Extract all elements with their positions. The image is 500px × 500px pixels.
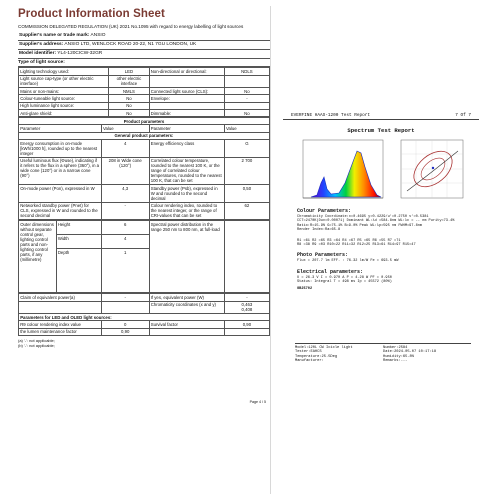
product-parameters-title: Product parameters — [19, 118, 270, 125]
param-header-cell: Value — [101, 125, 149, 132]
type-of-light-source-label: Type of light source: — [18, 59, 270, 67]
led-row-cell: the lumen maintenance factor — [19, 328, 102, 335]
supplier-name-value: ANSIO — [90, 33, 106, 39]
type-row-cell: - — [224, 95, 269, 102]
type-row-cell: NMLS — [109, 88, 149, 95]
outer-dimensions-label: Outer dimensions without separate control gear, lighting control parts and non-lighting control parts, if any (millimetre) — [19, 221, 57, 293]
type-row-cell: Light source cap-type (or other electric interface) — [19, 75, 109, 87]
general-row-cell: 0,50 — [224, 185, 269, 202]
light-source-type-table — [18, 67, 270, 117]
model-identifier-value: YL4-120CICW-32GR — [57, 51, 103, 57]
general-row-cell: 208 in Wide cone (120°) — [101, 157, 149, 185]
colour-line-2: CCT=2470K(Duv=0.00071) Dominant WL:λd =584.8nm WL:λc = -- nm Purity=73.4% — [297, 219, 455, 224]
model-identifier-label: Model identifier: — [19, 51, 57, 57]
model-identifier-row — [18, 50, 270, 59]
footer-remarks: Remarks:--- — [383, 359, 408, 364]
type-row-cell: No — [224, 88, 269, 95]
render-index-line-2: R8 =38 R9 =03 R10=22 R11=32 R12=25 R13=61 R14=97 R15=47 — [297, 243, 416, 248]
type-row — [19, 68, 270, 75]
led-parameters-title: Parameters for LED and OLED light sources: — [19, 313, 270, 320]
type-row — [19, 95, 270, 102]
equivalent-power-value: - — [224, 294, 269, 301]
claim-equivalent-power-value: - — [101, 294, 149, 301]
type-row-cell: No — [224, 109, 269, 116]
supplier-address-value: ANSIO LTD, WENLOCK ROAD 20-22, N1 7GU LONDON, UK — [64, 42, 197, 48]
general-row — [19, 185, 270, 202]
supplier-address-label: Supplier's address: — [19, 42, 64, 48]
led-row-cell: 0 — [101, 321, 149, 328]
report-charts — [283, 137, 479, 203]
general-row-cell: - — [101, 202, 149, 219]
claims-table — [18, 293, 270, 336]
type-row — [19, 75, 270, 87]
type-row-cell: Envelope: — [149, 95, 224, 102]
param-header-cell: Value — [224, 125, 269, 132]
type-row-cell — [224, 75, 269, 87]
footer-model: Model:120L CW Icicle light — [295, 346, 353, 350]
dim-width-value: 4 — [101, 235, 149, 249]
type-row-cell: Connected light source (CLS): — [149, 88, 224, 95]
led-row-cell: 0,90 — [224, 321, 269, 328]
general-row-cell: 2 700 — [224, 157, 269, 185]
photo-parameters-title: Photo Parameters: — [297, 252, 349, 259]
product-information-sheet — [18, 6, 271, 494]
dim-height-value: 6 — [101, 221, 149, 235]
sheet-title: Product Information Sheet — [18, 8, 165, 20]
footer-manufacturer: Manufacturer: — [295, 359, 324, 364]
footnote-b: (b) '-': not applicable; — [18, 342, 55, 348]
regulation-text: COMMISSION DELEGATED REGULATION (UK) 2021 No.1095 with regard to energy labelling of light sources — [18, 24, 244, 29]
led-row — [19, 321, 270, 328]
type-row-cell: Dimmable: — [149, 109, 224, 116]
chromaticity-value: 0,463 0,408 — [224, 301, 269, 313]
type-row-cell: other electric interface — [109, 75, 149, 87]
footer-number: Number:2584 — [383, 346, 408, 350]
general-row-cell: 62 — [224, 202, 269, 219]
general-row — [19, 157, 270, 185]
footer-tester: Tester:EAHCS — [295, 350, 322, 355]
report-title: Spectrum Test Report — [347, 127, 415, 134]
integral-line: Status: Integral T = 498 ms Ip = 45572 (80%) — [297, 280, 392, 285]
dim-height-label: Height — [56, 221, 101, 235]
spectrum-test-report — [283, 113, 479, 375]
type-row-cell: No — [109, 102, 149, 109]
general-row-cell: Colour rendering index, rounded to the nearest integer, or the range of CRI-values that can be set — [149, 202, 224, 219]
type-row — [19, 102, 270, 109]
type-row — [19, 88, 270, 95]
supplier-name-row — [18, 32, 270, 41]
colour-line-1: Chromaticity Coordinate:x=0.4695 y=0.4229/u'=0.2750 v'=0.5381 — [297, 215, 429, 219]
electrical-parameters-title: Electrical parameters: — [297, 268, 364, 275]
type-row-cell: Colour-tuneable light source: — [19, 95, 109, 102]
general-row-cell: 4,3 — [101, 185, 149, 202]
type-row-cell: Mains or non-mains: — [19, 88, 109, 95]
general-row — [19, 202, 270, 219]
product-parameters-table — [18, 117, 270, 220]
equivalent-power-label: If yes, equivalent power (W) — [149, 294, 224, 301]
electrical-line: U = 26.3 V I = 0.970 A P = 4.28 W PF = 0.950 — [297, 275, 392, 280]
type-row-cell: NDLS — [224, 68, 269, 75]
general-parameters-title: General product parameters: — [19, 132, 270, 139]
render-index-line-1: R1 =61 R2 =65 R3 =64 R4 =67 R5 =65 R6 =55 R7 =71 — [297, 238, 401, 243]
footer-date: Date:2024-05-07 10:17:18 — [383, 350, 437, 355]
chroma-blank-1 — [19, 301, 102, 313]
report-header-right: 7 Of 7 — [455, 113, 471, 118]
colour-line-4: Render Index:Ra=65.8 — [297, 228, 341, 233]
led-row-cell: R9 colour rendering index value — [19, 321, 102, 328]
dim-width-label: Width — [56, 235, 101, 249]
type-row-cell: Anti-glare shield: — [19, 109, 109, 116]
colour-line-3: Ratio:R=15.9% G=75.1% B=9.0% Peak WL:λp=595 nm FWHM=97.8nm — [297, 223, 423, 228]
claim-equivalent-power-label: Claim of equivalent power(a) — [19, 294, 102, 301]
param-header-cell: Parameter — [149, 125, 224, 132]
general-row-cell: Correlated colour temperature, rounded to the nearest 100 K, or the range of correlated colour temperatures, rounded to the nearest 100 K, that can be set — [149, 157, 224, 185]
supplier-name-label: Supplier's name or trade mark: — [19, 33, 90, 39]
footnote-a: (a) '-': not applicable; — [18, 337, 55, 343]
general-row-cell: Networked standby power (Pnet) for CLS, expressed in W and rounded to the second decimal — [19, 202, 102, 219]
dim-depth-value: 1 — [101, 249, 149, 293]
led-row-cell: Survival factor — [149, 321, 224, 328]
report-header — [283, 113, 479, 120]
led-row — [19, 328, 270, 335]
chroma-blank-2 — [101, 301, 149, 313]
supplier-address-row — [18, 41, 270, 50]
dimensions-table — [18, 220, 270, 293]
chromaticity-label: Chromaticity coordinates (x and y) — [149, 301, 224, 313]
footer-humidity: Humidity:65.8% — [383, 354, 414, 359]
type-row-cell: No — [109, 109, 149, 116]
type-row-cell: No — [109, 95, 149, 102]
dim-depth-label: Depth — [56, 249, 101, 293]
type-row-cell: Non-directional or directional: — [149, 68, 224, 75]
general-row-cell: Standby power (Psb), expressed in W and rounded to the second decimal — [149, 185, 224, 202]
photo-line: Flux = 207.7 lm EFF. : 76.32 lm/W Fe = 693.5 mW — [297, 259, 399, 264]
general-row-cell: 4 — [101, 140, 149, 157]
spectrum-and-chromaticity-charts — [283, 137, 479, 203]
spectral-distribution-label: Spectral power distribution in the range 250 nm to 800 nm, at full-load — [149, 221, 224, 293]
general-row-cell: G — [224, 140, 269, 157]
standard-line: GB25702 — [297, 286, 313, 291]
type-row-cell: LED — [109, 68, 149, 75]
type-row — [19, 109, 270, 116]
general-row — [19, 140, 270, 157]
spectrum-plot — [303, 140, 383, 198]
type-row-cell: High luminance light source: — [19, 102, 109, 109]
spectral-distribution-value — [224, 221, 269, 293]
general-row-cell: Energy efficiency class — [149, 140, 224, 157]
colour-parameters-title: Colour Parameters: — [297, 208, 352, 214]
led-row-cell: 0,90 — [101, 328, 149, 335]
type-row-cell: Lighting technology used: — [19, 68, 109, 75]
page-number: Page 4 / 5 — [249, 400, 266, 404]
type-row-cell — [149, 75, 224, 87]
footer-temperature: Temperature:25.5Deg — [295, 354, 338, 359]
led-row-cell — [224, 328, 269, 335]
report-footer — [295, 343, 471, 364]
general-row-cell: On-mode power (Pon), expressed in W — [19, 185, 102, 202]
general-row-cell: Energy consumption in on-mode [kWh/1000 h], rounded up to the nearest integer — [19, 140, 102, 157]
chromaticity-diagram — [401, 140, 463, 198]
type-row-cell — [224, 102, 269, 109]
led-row-cell — [149, 328, 224, 335]
param-header-cell: Parameter — [19, 125, 102, 132]
general-row-cell: Useful luminous flux (Φuse), indicating if it refers to the flux in a sphere (360°), in a wide cone (120°) or in a narrow cone (90°) — [19, 157, 102, 185]
type-row-cell — [149, 102, 224, 109]
report-header-left: EVERFINE HAAS-1200 Test Report — [291, 113, 371, 118]
